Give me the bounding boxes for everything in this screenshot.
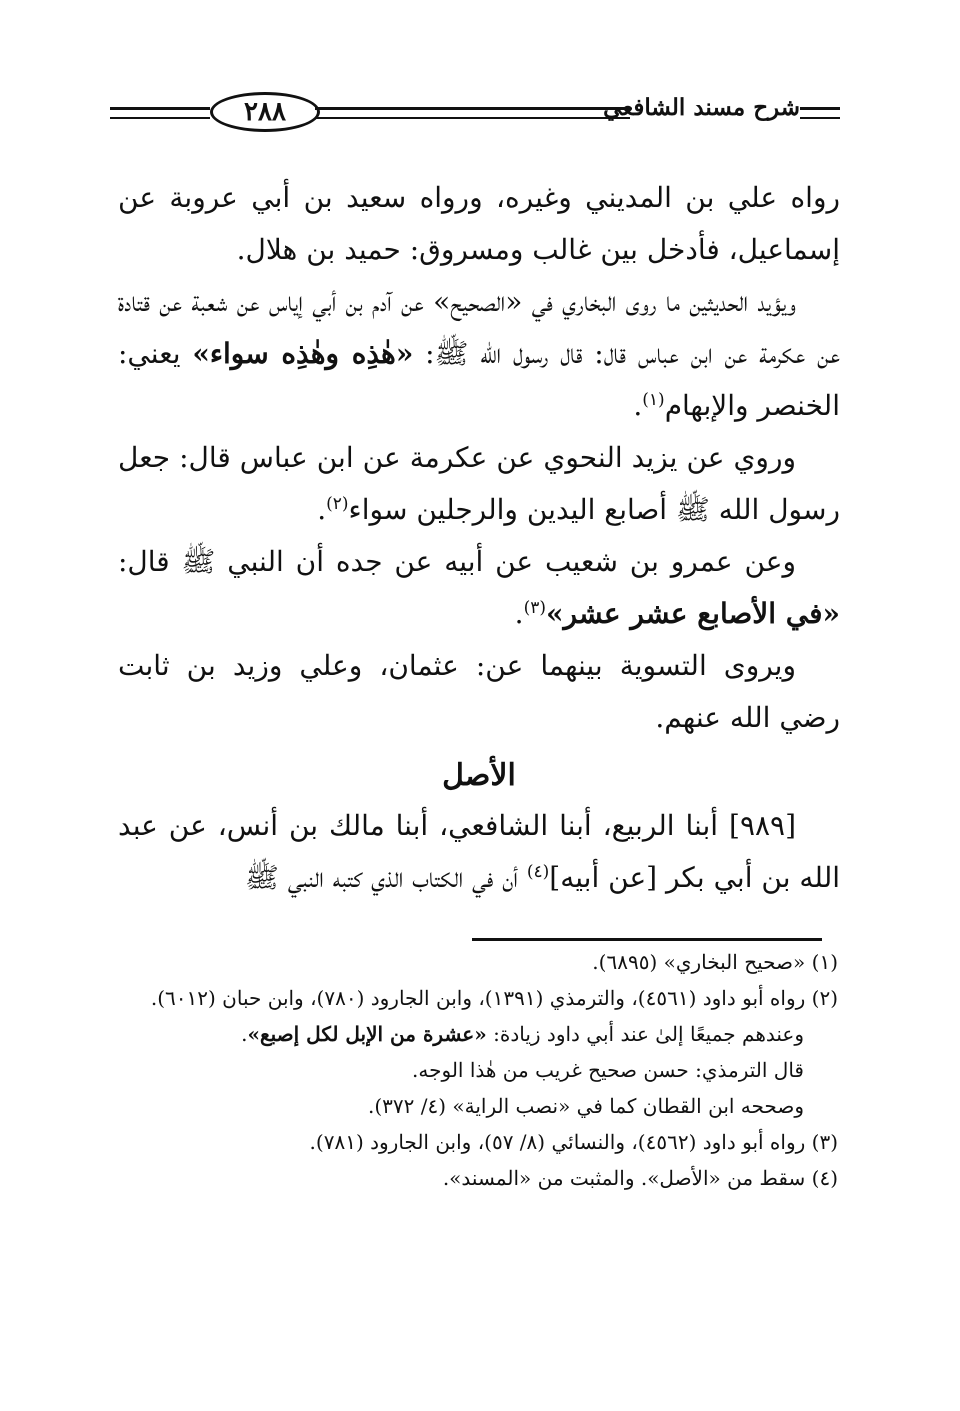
footnote-4: (٤) سقط من «الأصل». والمثبت من «المسند». [442,1166,838,1190]
footnote-ref-2: (٢) [326,494,349,514]
footnote-2: (٢) رواه أبو داود (٤٥٦١)، والترمذي (١٣٩١)، وابن الجارود (٧٨٠)، وابن حبان (٦٠١٢). [150,986,838,1010]
running-title: شرح مسند الشافعي [603,94,800,121]
paragraph-6 [118,800,840,904]
header-rule-right [800,107,840,119]
body-text-lower [118,800,840,904]
paragraph-3: وروي عن يزيد النحوي عن عكرمة عن ابن عباس قال: جعل رسول الله ﷺ أصابع اليدين والرجلين سواء$^{(٢)}$. [118,441,840,526]
footnotes [110,944,838,1196]
footnote-3: (٣) رواه أبو داود (٤٥٦٢)، والنسائي (٨/ ٥٧)، وابن الجارود (٧٨١). [309,1130,838,1154]
footnote-2-ibn-qattan: وصححه ابن القطان كما في «نصب الراية» (٤/ ٣٧٢). [367,1094,804,1118]
footnote-2-quote: «عشرة من الإبل لكل إصبع» [247,1022,487,1046]
running-header [110,92,830,140]
footnote-2-text: وعندهم جميعًا إلىٰ عند أبي داود زيادة: [486,1022,804,1046]
paragraph-6-text: [٩٨٩] أبنا الربيع، أبنا الشافعي، أبنا مالك بن أنس، عن عبد الله بن أبي بكر [عن أبيه] [118,809,840,894]
section-title: الأصل [442,758,516,793]
paragraph-2: ويؤيد الحديثين ما روى البخاري في «الصحيح» عن آدم بن أبي إياس عن شعبة عن قتادة عن عكرمة عن ابن عباس قال: قال رسول الله ﷺ: «هٰذِه وهٰذِه سواء» يعني: الخنصر والإبهام$^{(١)}$. [118,285,840,422]
hadith-quote: «في الأصابع عشر عشر» [546,597,840,630]
paragraph-3-text: وروي عن يزيد النحوي عن عكرمة عن ابن عباس قال: جعل رسول الله ﷺ أصابع اليدين والرجلين سواء [118,441,840,526]
body-text-upper [118,172,840,744]
footnote-2-continuation: وعندهم جميعًا إلىٰ عند أبي داود زيادة: «عشرة من الإبل لكل إصبع». [241,1022,804,1046]
footnote-ref-3: (٣) [523,598,546,618]
header-rule-left [110,107,210,119]
hadith-quote: «هٰذِه وهٰذِه سواء» [192,337,414,370]
header-rule-middle [315,107,630,119]
page-number-text: ٢٨٨ [244,97,286,127]
paragraph-2-text: ويؤيد الحديثين ما روى البخاري في «الصحيح» عن آدم بن أبي إياس عن شعبة عن قتادة عن عكرمة عن ابن عباس قال: قال رسول الله ﷺ: [118,285,840,370]
footnote-separator [472,938,822,941]
paragraph-6-text-end: أن في الكتاب الذي كتبه النبي ﷺ [244,861,527,894]
paragraph-4-text: وعن عمرو بن شعيب عن أبيه عن جده أن النبي ﷺ قال: [118,545,796,578]
footnote-ref-1: (١) [642,390,665,410]
page-number [210,92,320,132]
paragraph-2-text-end: يعني: الخنصر والإبهام [118,337,840,422]
paragraph-4: وعن عمرو بن شعيب عن أبيه عن جده أن النبي ﷺ قال: «في الأصابع عشر عشر»$^{(٣)}$. [118,545,840,630]
footnote-1: (١) «صحيح البخاري» (٦٨٩٥). [592,950,838,974]
footnote-2-tirmidhi: قال الترمذي: حسن صحيح غريب من هٰذا الوجه. [412,1058,804,1082]
footnote-ref-4: (٤) [526,862,550,882]
paragraph-1: رواه علي بن المديني وغيره، ورواه سعيد بن أبي عروبة عن إسماعيل، فأدخل بين غالب ومسروق: حميد بن هلال. [118,181,840,266]
paragraph-5: ويروى التسوية بينهما عن: عثمان، وعلي وزيد بن ثابت رضي الله عنهم. [118,649,840,734]
